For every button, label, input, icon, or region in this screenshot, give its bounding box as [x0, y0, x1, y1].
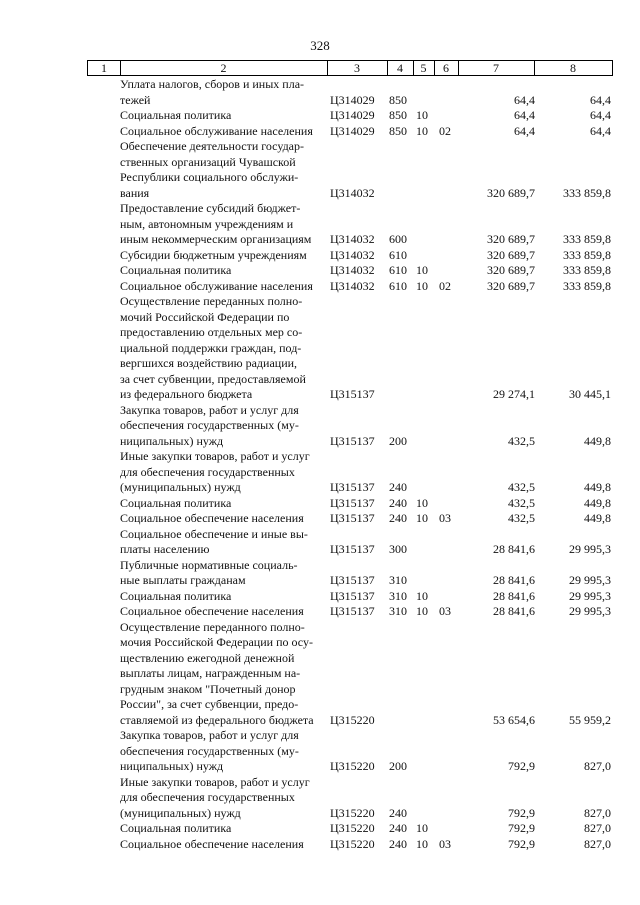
expense-type-code: 310	[389, 604, 407, 618]
budget-code: Ц315137	[330, 480, 375, 494]
budget-code: Ц314029	[330, 123, 375, 138]
row-description	[120, 263, 326, 279]
expense-type-code: 200	[389, 433, 407, 448]
budget-code: Ц315137	[330, 588, 375, 603]
expense-type-code: 240	[389, 495, 407, 510]
expense-type-code: 240	[389, 836, 407, 851]
amount-year-1: 28 841,6	[493, 573, 535, 587]
description-line: Социальная политика	[120, 263, 232, 277]
column-header-2: 2	[120, 61, 328, 75]
expense-type-code: 850	[389, 92, 407, 107]
amount-year-2: 333 859,8	[563, 232, 611, 246]
expense-type-code: 610	[389, 278, 407, 293]
row-description	[120, 604, 326, 620]
row-description	[120, 294, 326, 403]
table-row	[0, 728, 640, 775]
description-line: Предоставление субсидий бюджет-	[120, 201, 301, 215]
row-description	[120, 821, 326, 837]
description-line: Уплата налогов, сборов и иных пла-	[120, 77, 305, 91]
table-row	[0, 248, 640, 264]
amount-year-2: 64,4	[590, 92, 611, 107]
budget-code: Ц315137	[330, 495, 375, 510]
amount-year-2: 827,0	[584, 836, 611, 851]
row-description	[120, 124, 326, 140]
amount-year-1: 320 689,7	[487, 185, 535, 200]
section-code: 10	[416, 278, 428, 293]
amount-year-2: 333 859,8	[563, 185, 611, 200]
amount-year-1: 28 841,6	[493, 542, 535, 556]
section-code: 10	[416, 495, 428, 510]
section-code: 10	[416, 604, 428, 618]
amount-year-1: 320 689,7	[487, 232, 535, 246]
budget-code: Ц314029	[330, 108, 375, 122]
expense-type-code: 240	[389, 821, 407, 835]
subsection-code: 02	[439, 278, 451, 293]
table-row	[0, 620, 640, 729]
row-description	[120, 139, 326, 201]
amount-year-1: 320 689,7	[487, 263, 535, 277]
description-line: ниципальных) нужд	[120, 759, 224, 773]
amount-year-1: 432,5	[508, 511, 535, 525]
description-line: Социальное обслуживание населения	[120, 278, 313, 293]
description-line: Субсидии бюджетным учреждениям	[120, 247, 307, 262]
description-line: за счет субвенции, предоставляемой	[120, 371, 306, 386]
description-line: ставляемой из федерального бюджета	[120, 712, 314, 727]
amount-year-2: 449,8	[584, 511, 611, 525]
amount-year-1: 792,9	[508, 821, 535, 835]
expense-type-code: 310	[389, 588, 407, 603]
row-description	[120, 248, 326, 264]
amount-year-1: 29 274,1	[493, 387, 535, 401]
description-line: Осуществление переданных полно-	[120, 294, 303, 308]
amount-year-1: 53 654,6	[493, 712, 535, 727]
budget-code: Ц315220	[330, 836, 375, 851]
amount-year-2: 30 445,1	[569, 387, 611, 401]
amount-year-2: 449,8	[584, 480, 611, 494]
row-description	[120, 77, 326, 108]
column-header-3: 3	[327, 61, 388, 75]
description-line: Закупка товаров, работ и услуг для	[120, 728, 299, 742]
amount-year-2: 449,8	[584, 495, 611, 510]
row-description	[120, 496, 326, 512]
row-description	[120, 108, 326, 124]
description-line: Социальное обеспечение и иные вы-	[120, 526, 308, 541]
section-code: 10	[416, 263, 428, 277]
budget-code: Ц314029	[330, 92, 375, 107]
description-line: платы населению	[120, 542, 210, 556]
description-line: Социальное обеспечение населения	[120, 836, 304, 851]
section-code: 10	[416, 588, 428, 603]
description-line: Социальное обеспечение населения	[120, 511, 304, 525]
description-line: Закупка товаров, работ и услуг для	[120, 402, 299, 417]
table-row	[0, 124, 640, 140]
amount-year-2: 64,4	[590, 108, 611, 122]
row-description	[120, 775, 326, 822]
expense-type-code: 600	[389, 232, 407, 246]
expense-type-code: 310	[389, 573, 407, 587]
column-header-1: 1	[88, 61, 121, 75]
amount-year-2: 333 859,8	[563, 263, 611, 277]
description-line: Социальное обеспечение населения	[120, 604, 304, 618]
description-line: Иные закупки товаров, работ и услуг	[120, 774, 310, 789]
budget-code: Ц315137	[330, 573, 375, 587]
budget-code: Ц314032	[330, 278, 375, 293]
budget-code: Ц315137	[330, 387, 375, 401]
table-row	[0, 821, 640, 837]
budget-code: Ц315220	[330, 821, 375, 835]
amount-year-2: 29 995,3	[569, 604, 611, 618]
table-row	[0, 837, 640, 853]
expense-type-code: 240	[389, 480, 407, 494]
table-row	[0, 604, 640, 620]
table-row	[0, 775, 640, 822]
amount-year-1: 64,4	[514, 123, 535, 138]
table-row	[0, 139, 640, 201]
section-code: 10	[416, 123, 428, 138]
amount-year-2: 827,0	[584, 805, 611, 820]
column-header-6: 6	[434, 61, 459, 75]
amount-year-1: 64,4	[514, 92, 535, 107]
description-line: выплаты лицам, награжденным на-	[120, 666, 301, 680]
amount-year-2: 827,0	[584, 759, 611, 773]
description-line: Публичные нормативные социаль-	[120, 557, 298, 572]
table-row	[0, 108, 640, 124]
expense-type-code: 610	[389, 247, 407, 262]
table-row	[0, 294, 640, 403]
table-row	[0, 511, 640, 527]
amount-year-2: 333 859,8	[563, 247, 611, 262]
subsection-code: 03	[439, 836, 451, 851]
expense-type-code: 200	[389, 759, 407, 773]
row-description	[120, 511, 326, 527]
budget-code: Ц314032	[330, 263, 375, 277]
amount-year-1: 28 841,6	[493, 588, 535, 603]
expense-type-code: 300	[389, 542, 407, 556]
table-header	[87, 60, 613, 76]
column-header-8: 8	[570, 61, 576, 75]
amount-year-1: 320 689,7	[487, 247, 535, 262]
description-line: Иные закупки товаров, работ и услуг	[120, 449, 310, 463]
section-code: 10	[416, 108, 428, 122]
row-description	[120, 449, 326, 496]
amount-year-1: 432,5	[508, 480, 535, 494]
budget-code: Ц315137	[330, 604, 375, 618]
amount-year-1: 792,9	[508, 759, 535, 773]
description-line: иным некоммерческим организациям	[120, 232, 312, 246]
description-line: Социальная политика	[120, 108, 232, 122]
budget-code: Ц314032	[330, 185, 375, 200]
amount-year-2: 333 859,8	[563, 278, 611, 293]
amount-year-1: 432,5	[508, 433, 535, 448]
section-code: 10	[416, 836, 428, 851]
table-row	[0, 449, 640, 496]
row-description	[120, 620, 326, 729]
description-line: вания	[120, 185, 150, 200]
amount-year-2: 64,4	[590, 123, 611, 138]
table-row	[0, 201, 640, 248]
description-line: ниципальных) нужд	[120, 433, 224, 448]
description-line: ные выплаты гражданам	[120, 573, 246, 587]
amount-year-2: 449,8	[584, 433, 611, 448]
description-line: Социальная политика	[120, 821, 232, 835]
expense-type-code: 850	[389, 123, 407, 138]
section-code: 10	[416, 511, 428, 525]
description-line: для обеспечения государственных	[120, 464, 295, 479]
expense-type-code: 850	[389, 108, 407, 122]
row-description	[120, 558, 326, 589]
description-line: грудным знаком "Почетный донор	[120, 681, 296, 696]
row-description	[120, 279, 326, 295]
column-header-4: 4	[387, 61, 414, 75]
expense-type-code: 240	[389, 805, 407, 820]
amount-year-1: 792,9	[508, 805, 535, 820]
page-number: 328	[310, 38, 330, 53]
description-line: мочий Российской Федерации по	[120, 309, 290, 324]
table-row	[0, 589, 640, 605]
description-line: (муниципальных) нужд	[120, 805, 241, 820]
description-line: Обеспечение деятельности государ-	[120, 139, 305, 153]
amount-year-1: 792,9	[508, 836, 535, 851]
description-line: циальной поддержки граждан, под-	[120, 340, 302, 355]
description-line: из федерального бюджета	[120, 387, 253, 401]
amount-year-2: 29 995,3	[569, 588, 611, 603]
description-line: (муниципальных) нужд	[120, 480, 241, 494]
budget-code: Ц315137	[330, 433, 375, 448]
amount-year-1: 432,5	[508, 495, 535, 510]
budget-code: Ц315220	[330, 712, 375, 727]
budget-code: Ц314032	[330, 247, 375, 262]
description-line: Социальное обслуживание населения	[120, 123, 313, 138]
description-line: ственных организаций Чувашской	[120, 154, 296, 169]
budget-code: Ц315220	[330, 759, 375, 773]
amount-year-1: 28 841,6	[493, 604, 535, 618]
description-line: России", за счет субвенции, предо-	[120, 697, 299, 711]
subsection-code: 03	[439, 511, 451, 525]
budget-code: Ц315137	[330, 542, 375, 556]
expense-type-code: 610	[389, 263, 407, 277]
budget-code: Ц315137	[330, 511, 375, 525]
table-row	[0, 527, 640, 558]
description-line: обеспечения государственных (му-	[120, 418, 299, 432]
table-row	[0, 77, 640, 108]
row-description	[120, 728, 326, 775]
description-line: мочия Российской Федерации по осу-	[120, 635, 313, 649]
amount-year-1: 320 689,7	[487, 278, 535, 293]
description-line: Социальная политика	[120, 588, 232, 603]
amount-year-2: 29 995,3	[569, 542, 611, 556]
section-code: 10	[416, 821, 428, 835]
row-description	[120, 589, 326, 605]
description-line: вергшихся воздействию радиации,	[120, 356, 298, 370]
row-description	[120, 837, 326, 853]
column-header-5: 5	[413, 61, 435, 75]
description-line: тежей	[120, 92, 151, 107]
description-line: Республики социального обслужи-	[120, 170, 299, 184]
table-row	[0, 558, 640, 589]
table-row	[0, 279, 640, 295]
amount-year-1: 64,4	[514, 108, 535, 122]
table-row	[0, 403, 640, 450]
description-line: Осуществление переданного полно-	[120, 619, 305, 634]
description-line: ным, автономным учреждениям и	[120, 216, 294, 231]
description-line: обеспечения государственных (му-	[120, 743, 299, 758]
row-description	[120, 527, 326, 558]
amount-year-2: 827,0	[584, 821, 611, 835]
expense-type-code: 240	[389, 511, 407, 525]
row-description	[120, 403, 326, 450]
budget-code: Ц315220	[330, 805, 375, 820]
description-line: для обеспечения государственных	[120, 790, 295, 804]
description-line: предоставлению отдельных мер со-	[120, 325, 303, 339]
amount-year-2: 55 959,2	[569, 712, 611, 727]
subsection-code: 03	[439, 604, 451, 618]
table-row	[0, 263, 640, 279]
subsection-code: 02	[439, 123, 451, 138]
budget-code: Ц314032	[330, 232, 375, 246]
row-description	[120, 201, 326, 248]
amount-year-2: 29 995,3	[569, 573, 611, 587]
column-header-7: 7	[458, 61, 535, 75]
table-row	[0, 496, 640, 512]
description-line: ществлению ежегодной денежной	[120, 650, 295, 665]
description-line: Социальная политика	[120, 495, 232, 510]
